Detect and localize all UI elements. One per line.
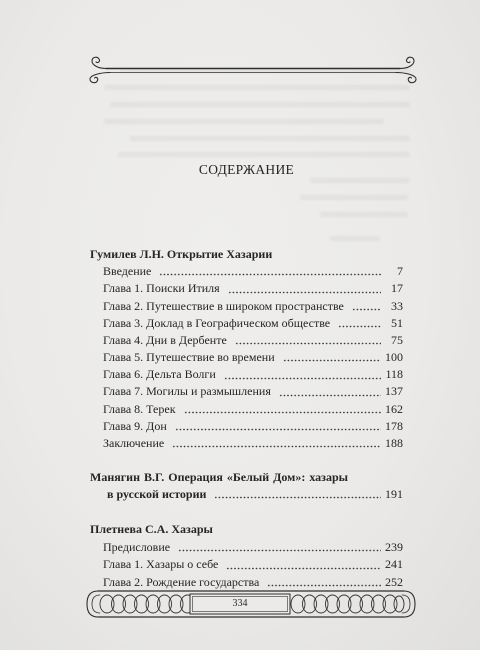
entry-page-number: 178 <box>385 418 403 433</box>
entry-label: Предисловие <box>103 539 171 554</box>
show-through-mark <box>320 212 408 217</box>
toc-entry <box>90 556 403 574</box>
entry-label: Глава 7. Могилы и размышления <box>103 384 271 399</box>
entry-page-number: 100 <box>385 350 403 365</box>
header-ornament <box>84 52 422 86</box>
dot-leader <box>159 273 381 276</box>
toc-entry <box>90 486 403 503</box>
entry-page-number: 239 <box>385 539 403 554</box>
show-through-mark <box>130 136 410 141</box>
toc-entry <box>90 384 403 401</box>
dot-leader <box>279 394 381 397</box>
entry-page-number: 191 <box>385 487 403 501</box>
section-heading: Плетнева С.А. Хазары <box>90 522 213 536</box>
section-heading: Гумилев Л.Н. Открытие Хазарии <box>90 247 273 261</box>
entry-page-number: 17 <box>391 281 403 296</box>
section-heading-continued: в русской истории <box>107 487 207 501</box>
entry-page-number: 188 <box>385 436 403 451</box>
footer-ornament-left-knotwork <box>100 595 195 613</box>
dot-leader <box>214 496 381 499</box>
entry-label: Глава 2. Путешествие в широком пространстве <box>103 298 344 313</box>
entry-label: Глава 3. Доклад в Географическом обществе <box>103 315 331 330</box>
dot-leader <box>226 567 381 570</box>
entry-page-number: 162 <box>385 401 403 416</box>
entry-page-number: 241 <box>385 557 403 571</box>
entry-page-number: 75 <box>391 332 403 347</box>
toc-entry <box>90 263 403 280</box>
show-through-mark <box>104 119 384 124</box>
page-title: СОДЕРЖАНИЕ <box>198 162 295 177</box>
show-through-mark <box>110 102 410 107</box>
toc-entry <box>90 418 403 435</box>
entry-label: Заключение <box>103 436 165 451</box>
entry-label: Глава 8. Терек <box>103 401 176 416</box>
entry-label: Глава 2. Рождение государства <box>103 574 260 589</box>
toc-entry <box>90 366 403 383</box>
dot-leader <box>228 291 381 294</box>
entry-page-number: 252 <box>385 574 403 589</box>
toc-section-manyagin <box>90 469 403 503</box>
entry-label: Глава 1. Хазары о себе <box>103 557 219 571</box>
toc-entry <box>90 401 403 418</box>
entry-page-number: 137 <box>385 384 403 399</box>
dot-leader <box>184 411 381 414</box>
toc-entry <box>90 298 403 315</box>
dot-leader <box>235 342 381 345</box>
entry-label: Глава 1. Поиски Итиля <box>103 281 220 296</box>
toc-entry <box>90 332 403 349</box>
entry-page-number: 7 <box>397 264 403 279</box>
section-heading: Манягин В.Г. Операция «Белый Дом»: хазары <box>90 470 349 484</box>
page-number: 334 <box>232 598 248 609</box>
toc-entry <box>90 349 403 366</box>
toc-section-gumilev <box>90 246 403 452</box>
dot-leader <box>178 549 381 552</box>
entry-page-number: 51 <box>391 315 403 330</box>
header-ornament-rule <box>106 69 400 73</box>
entry-page-number: 118 <box>385 367 403 382</box>
toc-entry <box>90 315 403 332</box>
toc-entry <box>90 539 403 557</box>
entry-label: Глава 9. Дон <box>103 418 167 433</box>
entry-label: Глава 5. Путешествие во времени <box>103 350 275 365</box>
entry-label: Введение <box>103 264 152 279</box>
entry-page-number: 33 <box>391 298 403 313</box>
show-through-mark <box>330 236 380 241</box>
toc-entry <box>90 435 403 452</box>
entry-label: Глава 4. Дни в Дербенте <box>103 332 227 347</box>
toc-entry <box>90 280 403 297</box>
dot-leader <box>338 325 381 328</box>
dot-leader <box>172 445 381 448</box>
footer-ornament-right-knotwork <box>291 595 404 613</box>
show-through-mark <box>118 152 410 157</box>
show-through-mark <box>300 195 408 200</box>
toc-section-pletneva <box>90 521 403 591</box>
dot-leader <box>352 308 381 311</box>
header-ornament-left-scroll <box>90 57 110 82</box>
dot-leader <box>224 377 381 380</box>
dot-leader <box>283 359 381 362</box>
dot-leader <box>175 428 381 431</box>
header-ornament-right-scroll <box>396 57 416 82</box>
entry-label: Глава 6. Дельта Волги <box>103 367 216 382</box>
